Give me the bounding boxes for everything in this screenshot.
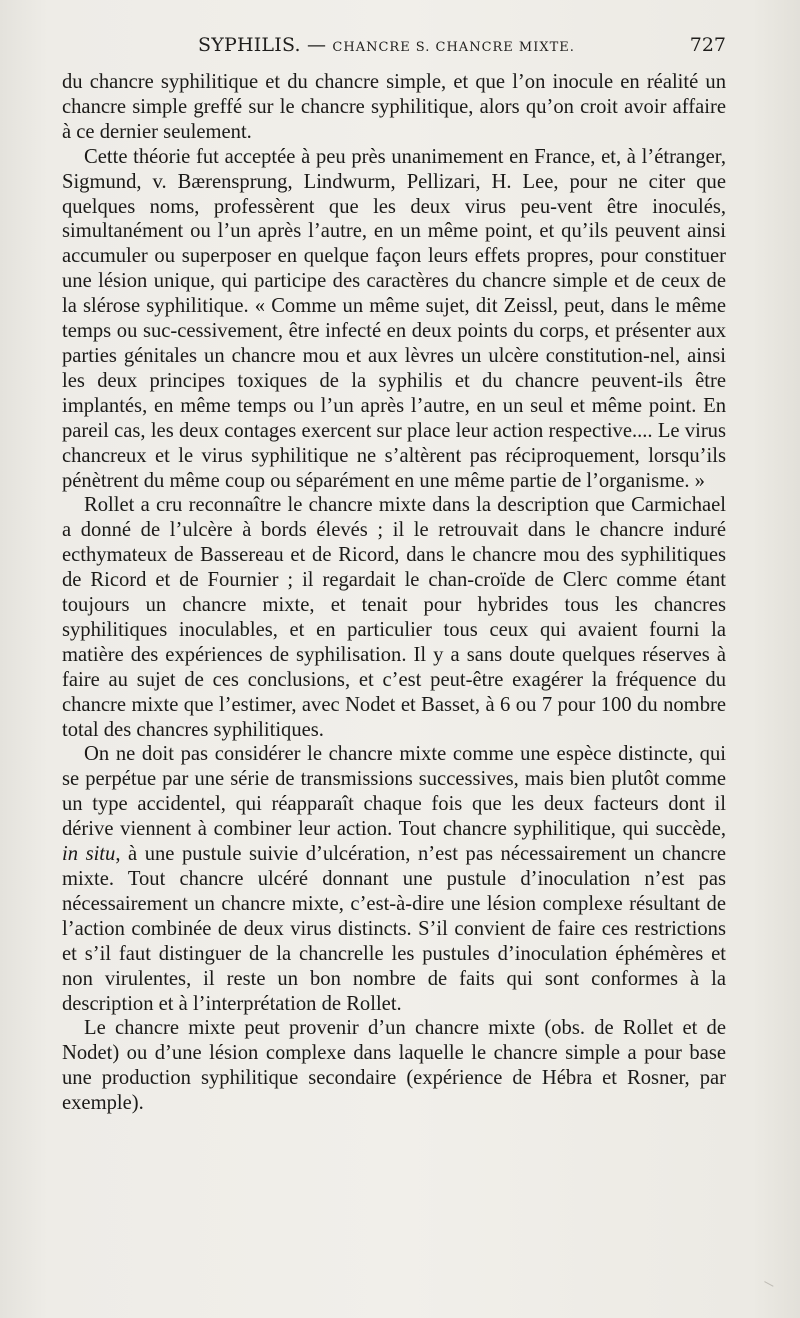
paragraph-not-distinct-species xyxy=(62,742,726,1016)
paragraph-rollet-mixed-chancre: Rollet a cru reconnaître le chancre mixte dans la description que Carmichael a donné de l’ulcère à bords élevés ; il le retrouvait dans le chancre induré ecthymateux de Bassereau et de Ricord, dans le chancre mou des syphilitiques de Ricord et de Fournier ; il regardait le chan-croïde de Clerc comme étant toujours un chancre mixte, et tenait pour hybrides tous les chancres syphilitiques inoculables, et en particulier tous ceux qui avaient fourni la matière des expériences de syphilisation. Il y a sans doute quelques réserves à faire au sujet de ces conclusions, et c’est peut-être exagérer la fréquence du chancre mixte que l’estimer, avec Nodet et Basset, à 6 ou 7 pour 100 du nombre total des chancres syphilitiques. xyxy=(62,494,726,741)
paragraph-not-distinct-species-part1: On ne doit pas considérer le chancre mixte comme une espèce distincte, qui se perpétue par une série de transmissions successives, mais bien plutôt comme un type accidentel, qui réapparaît chaque fois que les deux facteurs dont il dérive viennent à combiner leur action. Tout chancre syphilitique, qui succède, xyxy=(62,743,726,841)
paragraph-not-distinct-species-italic: in situ xyxy=(62,843,116,866)
page-header xyxy=(62,34,726,60)
paragraph-not-distinct-species-part2: , à une pustule suivie d’ulcération, n’est pas nécessairement un chancre mixte. Tout chancre ulcéré donnant une pustule d’inoculation n’est pas nécessairement un chancre mixte, c’est-à-dire une lésion complexe résultant de l’action combinée de deux virus distincts. S’il convient de faire ces restrictions et s’il faut distinguer de la chancrelle les pustules d’inoculation éphémères et non virulentes, il reste un bon nombre de faits qui sont conformes à la description et à l’interprétation de Rollet. xyxy=(62,843,727,1015)
page-number: 727 xyxy=(689,34,726,56)
paragraph-continuation: du chancre syphilitique et du chancre simple, et que l’on inocule en réalité un chancre simple greffé sur le chancre syphilitique, alors qu’on croit avoir affaire à ce dernier seulement. xyxy=(62,71,726,143)
paragraph-theory-accepted: Cette théorie fut acceptée à peu près unanimement en France, et, à l’étranger, Sigmund, v. Bærensprung, Lindwurm, Pellizari, H. Lee, pour ne citer que quelques noms, professèrent que les deux virus peu-vent être inoculés, simultanément ou l’un après l’autre, en un même point, et qu’ils peuvent ainsi accumuler ou superposer en quelque façon leurs effets propres, pour constituer une lésion unique, qui participe des caractères du chancre simple et de ceux de la slérose syphilitique. « Comme un même sujet, dit Zeissl, peut, dans le même temps ou suc-cessivement, être infecté en deux points du corps, et présenter aux parties génitales un chancre mou et aux lèvres un ulcère constitution-nel, ainsi les deux principes toxiques de la syphilis et du chancre peuvent-ils être implantés, en même temps ou l’un après l’autre, en un seul et même point. En pareil cas, les deux contages exercent sur place leur action respective.... Le virus chancreux et le virus syphilitique ne s’altèrent pas réciproquement, lorsqu’ils pénètrent du même coup ou séparément en une même partie de l’organisme. » xyxy=(62,145,726,492)
scan-corner-mark xyxy=(760,1281,773,1294)
body-text xyxy=(62,70,726,1116)
running-head-title: SYPHILIS. — xyxy=(198,34,333,56)
paragraph-origin-mixed-chancre: Le chancre mixte peut provenir d’un chancre mixte (obs. de Rollet et de Nodet) ou d’une lésion complexe dans laquelle le chancre simple a pour base une production syphilitique secondaire (expérience de Hébra et Rosner, par exemple). xyxy=(62,1017,726,1115)
running-head xyxy=(198,34,575,56)
running-head-subtitle: CHANCRE S. CHANCRE MIXTE. xyxy=(332,40,575,55)
